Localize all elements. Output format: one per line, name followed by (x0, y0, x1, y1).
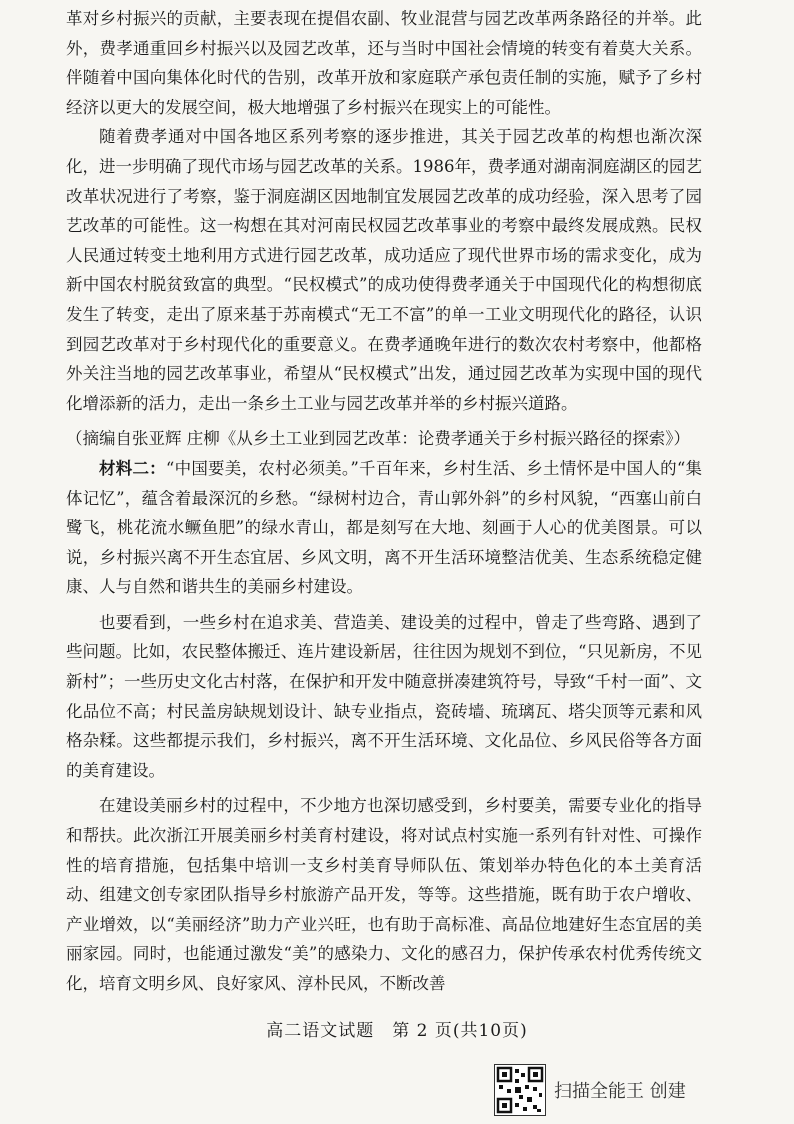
scanner-watermark (494, 1064, 686, 1116)
watermark-text: 扫描全能王 创建 (554, 1081, 686, 1102)
paragraph-5: 在建设美丽乡村的过程中，不少地方也深切感受到，乡村要美，需要专业化的指导和帮扶。此次浙江开展美丽乡村美育村建设，将对试点村实施一系列有针对性、可操作性的培育措施，包括集中培训一支乡村美育导师队伍、策划举办特色化的本土美育活动、组建文创专家团队指导乡村旅游产品开发，等等。这些措施，既有助于农户增收、产业增效，以“美丽经济”助力产业兴旺，也有助于高标准、高品位地建好生态宜居的美丽家园。同时，也能通过激发“美”的感染力、文化的感召力，保护传承农村优秀传统文化，培育文明乡风、良好家风、淳朴民风，不断改善 (66, 796, 702, 993)
page-footer: 高二语文试题 第 2 页(共10页) (266, 1021, 528, 1041)
paragraph-material-2 (66, 454, 702, 602)
paragraph-1: 革对乡村振兴的贡献，主要表现在提倡农副、牧业混营与园艺改革两条路径的并举。此外，费孝通重回乡村振兴以及园艺改革，还与当时中国社会情境的转变有着莫大关系。伴随着中国向集体化时代的告别，改革开放和家庭联产承包责任制的实施，赋予了乡村经济以更大的发展空间，极大地增强了乡村振兴在现实上的可能性。 (66, 9, 702, 117)
qr-code-icon (494, 1064, 546, 1116)
material-2-text: “中国要美，农村必须美。”千百年来，乡村生活、乡土情怀是中国人的“集体记忆”，蕴含着最深沉的乡愁。“绿树村边合，青山郭外斜”的乡村风貌，“西塞山前白鹭飞，桃花流水鳜鱼肥”的绿水青山，都是刻写在大地、刻画于人心的优美图景。可以说，乡村振兴离不开生态宜居、乡风文明，离不开生活环境整洁优美、生态系统稳定健康、人与自然和谐共生的美丽乡村建设。 (66, 458, 703, 597)
paragraph-4: 也要看到，一些乡村在追求美、营造美、建设美的过程中，曾走了些弯路、遇到了些问题。比如，农民整体搬迁、连片建设新居，往往因为规划不到位，“只见新房，不见新村”；一些历史文化古村落，在保护和开发中随意拼凑建筑符号，导致“千村一面”、文化品位不高；村民盖房缺规划设计、缺专业指点，瓷砖墙、琉璃瓦、塔尖顶等元素和风格杂糅。这些都提示我们，乡村振兴，离不开生活环境、文化品位、乡风民俗等各方面的美育建设。 (66, 612, 702, 780)
material-2-label: 材料二： (99, 458, 166, 478)
source-citation: （摘编自张亚辉 庄柳《从乡土工业到园艺改革：论费孝通关于乡村振兴路径的探索》） (66, 429, 690, 449)
paragraph-2: 随着费孝通对中国各地区系列考察的逐步推进，其关于园艺改革的构想也渐次深化，进一步明确了现代市场与园艺改革的关系。1986年，费孝通对湖南洞庭湖区的园艺改革状况进行了考察，鉴于洞庭湖区因地制宜发展园艺改革的成功经验，深入思考了园艺改革的可能性。这一构想在其对河南民权园艺改革事业的考察中最终发展成熟。民权人民通过转变土地利用方式进行园艺改革，成功适应了现代世界市场的需求变化，成为新中国农村脱贫致富的典型。“民权模式”的成功使得费孝通关于中国现代化的构想彻底发生了转变，走出了原来基于苏南模式“无工不富”的单一工业文明现代化的路径，认识到园艺改革对于乡村现代化的重要意义。在费孝通晚年进行的数次农村考察中，他都格外关注当地的园艺改革事业，希望从“民权模式”出发，通过园艺改革为实现中国的现代化增添新的活力，走出一条乡土工业与园艺改革并举的乡村振兴道路。 (66, 127, 702, 413)
article-body (66, 4, 702, 999)
